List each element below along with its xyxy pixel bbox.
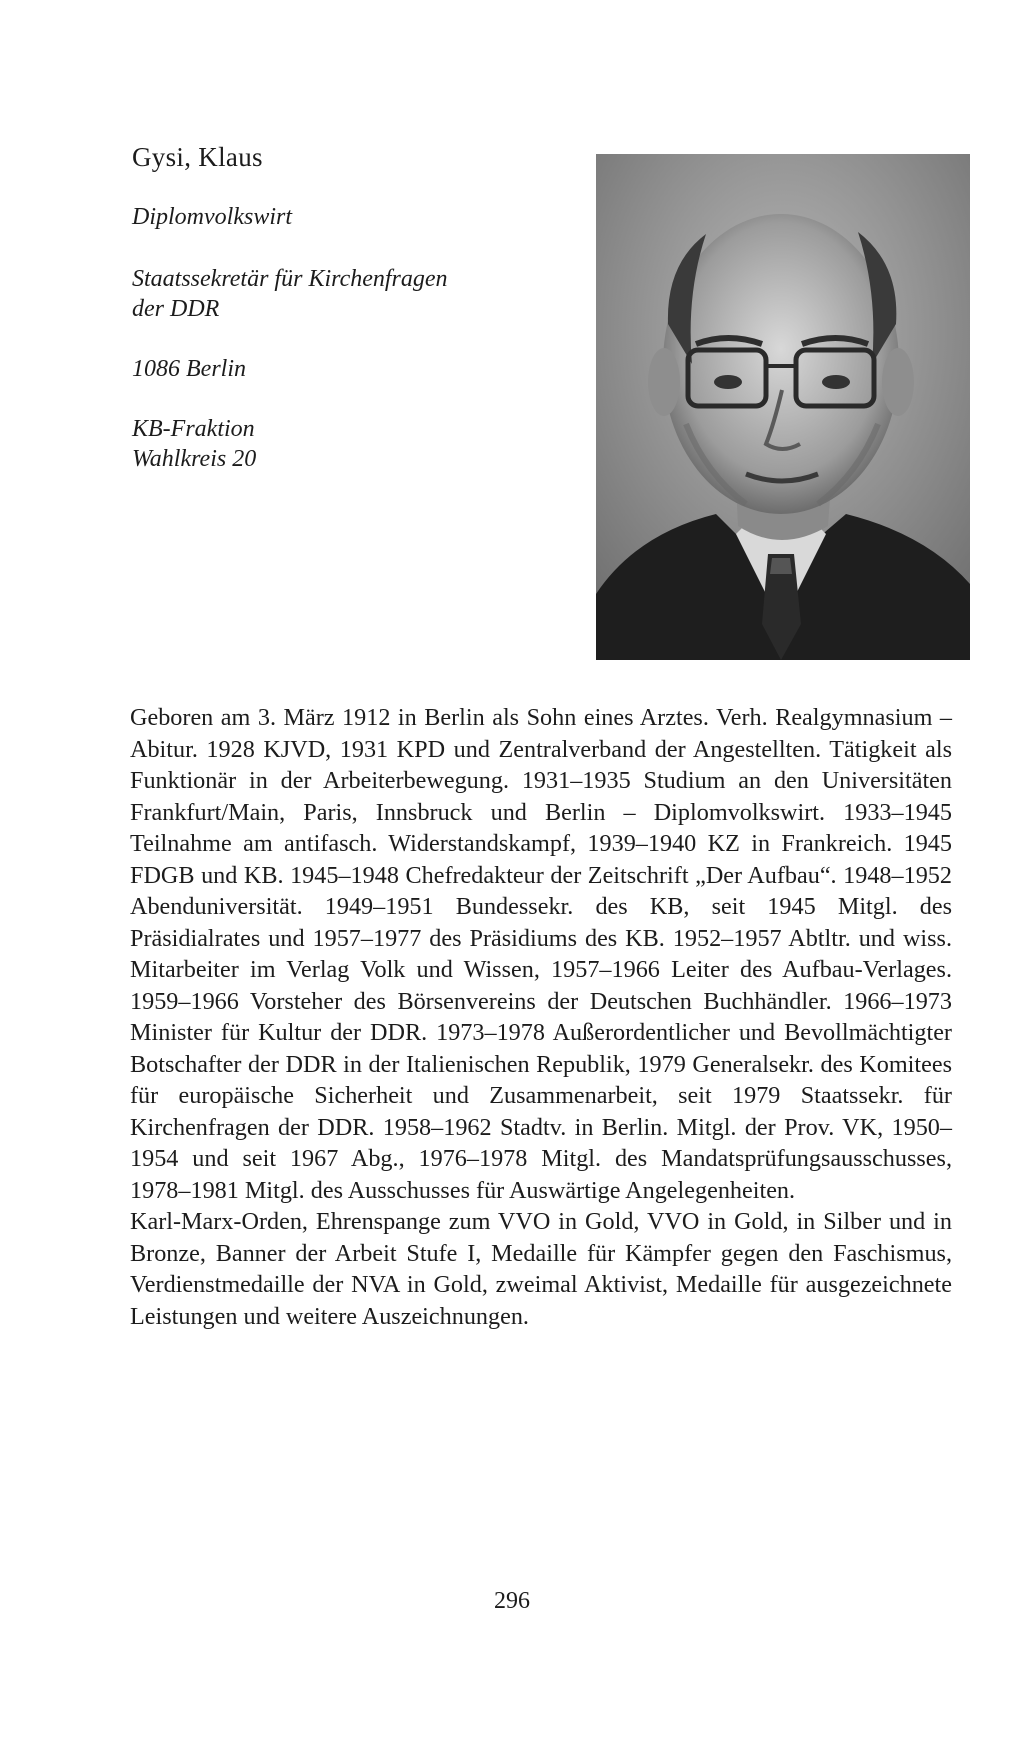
- person-name: Gysi, Klaus: [132, 142, 263, 172]
- entry-header: [132, 140, 572, 474]
- page-number: 296: [494, 1588, 530, 1614]
- portrait-photo: [596, 154, 970, 660]
- constituency: Wahlkreis 20: [132, 446, 257, 472]
- qualification: Diplomvolkswirt: [132, 204, 292, 230]
- biography-paragraph: Geboren am 3. März 1912 in Berlin als Sohn eines Arztes. Verh. Realgymnasium – Abitur. 1928 KJVD, 1931 KPD und Zentralverband der Angestellten. Tätigkeit als Funktionär in der Arbeiterbewegung. 1931–1935 Studium an den Universitäten Frankfurt/Main, Paris, Innsbruck und Berlin – Diplomvolkswirt. 1933–1945 Teilnahme am antifasch. Widerstandskampf, 1939–1940 KZ in Frankreich. 1945 FDGB und KB. 1945–1948 Chefredakteur der Zeitschrift „Der Aufbau“. 1948–1952 Abenduniversität. 1949–1951 Bundessekr. des KB, seit 1945 Mitgl. des Präsidialrates und 1957–1977 des Präsidiums des KB. 1952–1957 Abtltr. und wiss. Mitarbeiter im Verlag Volk und Wissen, 1957–1966 Leiter des Aufbau-Verlages. 1959–1966 Vorsteher des Börsenvereins der Deutschen Buchhändler. 1966–1973 Minister für Kultur der DDR. 1973–1978 Außerordentlicher und Bevollmächtigter Botschafter der DDR in der Italienischen Republik, 1979 Generalsekr. des Komitees für europäische Sicherheit und Zusammenarbeit, seit 1979 Staatssekr. für Kirchenfragen der DDR. 1958–1962 Stadtv. in Berlin. Mitgl. der Prov. VK, 1950–1954 und seit 1967 Abg., 1976–1978 Mitgl. des Mandatsprüfungsausschusses, 1978–1981 Mitgl. des Ausschusses für Auswärtige Angelegenheiten.: [130, 704, 952, 1204]
- faction: KB-Fraktion: [132, 416, 255, 442]
- position-line-2: der DDR: [132, 296, 220, 322]
- position-line-1: Staatssekretär für Kirchenfragen: [132, 266, 448, 292]
- portrait-image: [596, 154, 970, 660]
- awards-paragraph: Karl-Marx-Orden, Ehrenspange zum VVO in Gold, VVO in Gold, in Silber und in Bronze, Banner der Arbeit Stufe I, Medaille für Kämpfer gegen den Faschismus, Verdienstmedaille der NVA in Gold, zweimal Aktivist, Medaille für ausgezeichnete Leistungen und weitere Auszeichnungen.: [130, 1208, 952, 1330]
- biography: [130, 702, 952, 1332]
- location: 1086 Berlin: [132, 356, 246, 382]
